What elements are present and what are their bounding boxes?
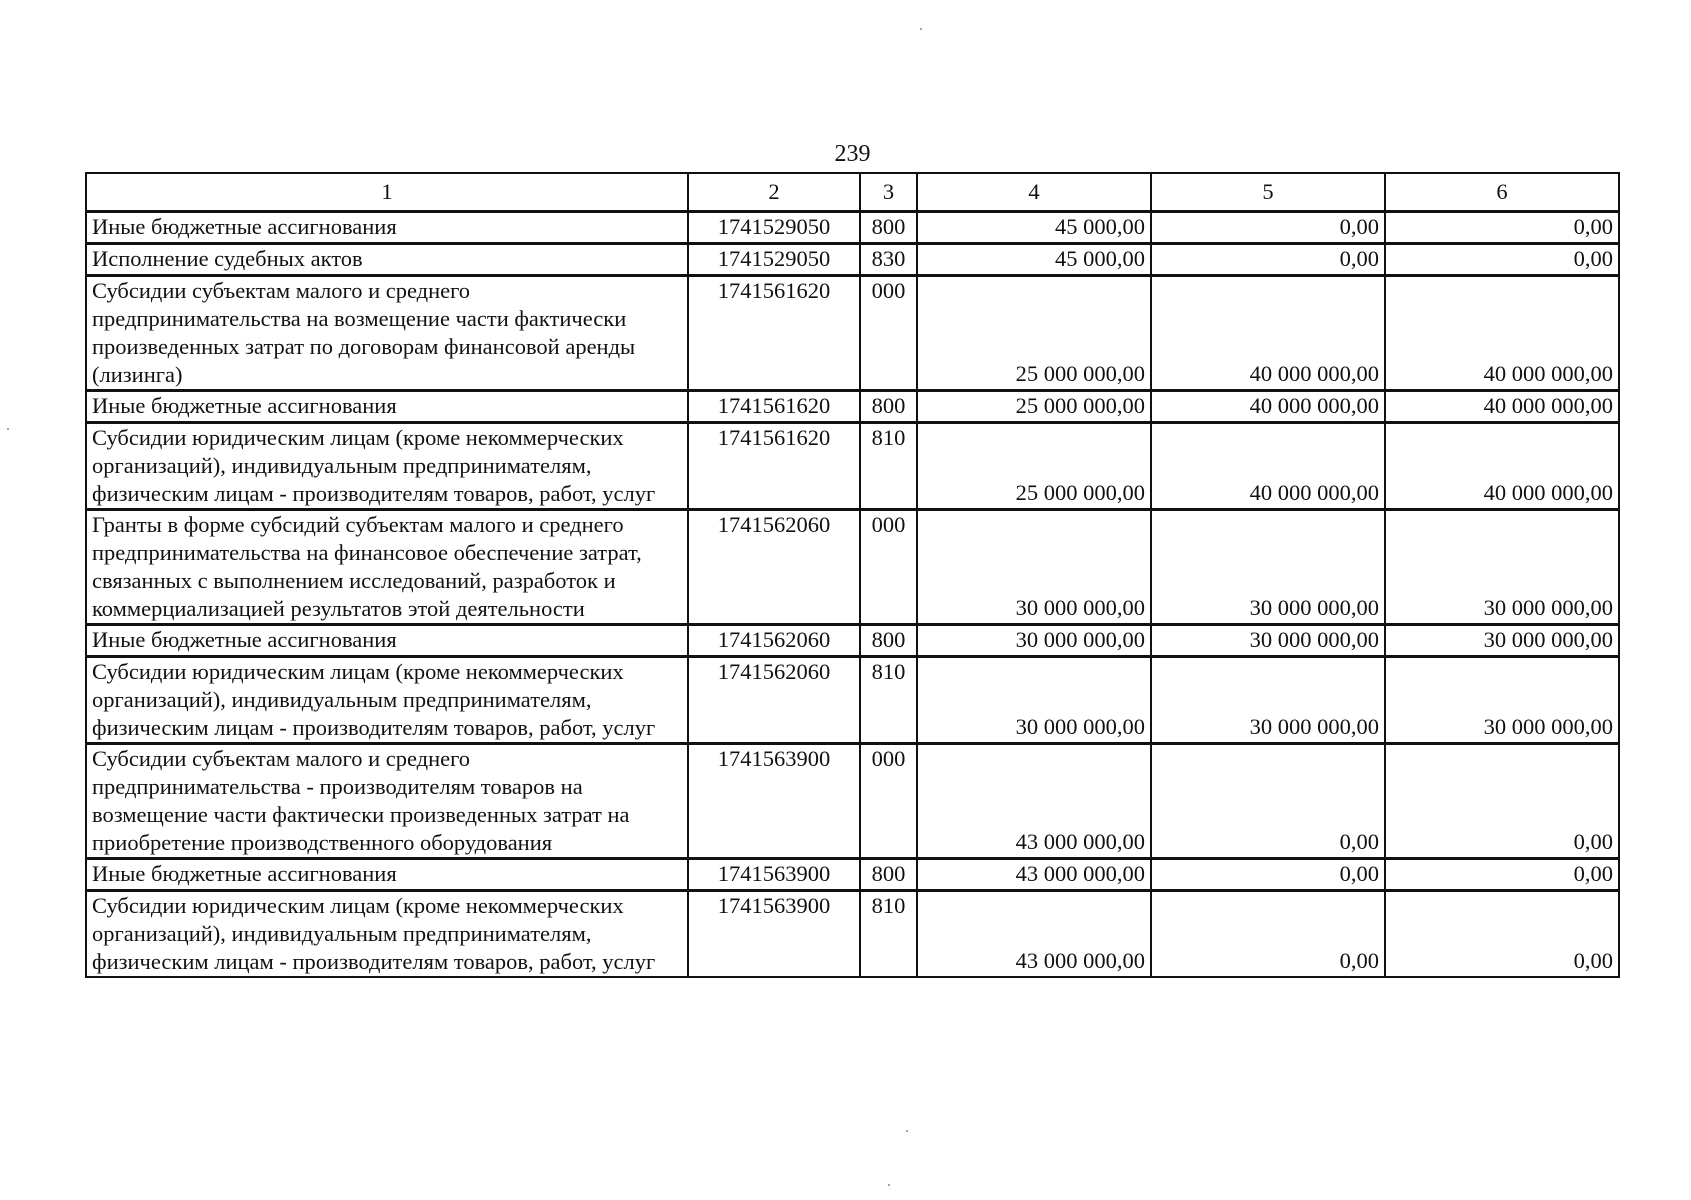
amount-col4-cell: 43 000 000,00	[917, 744, 1151, 859]
scan-speck	[888, 1184, 890, 1186]
target-article-cell: 1741561620	[688, 423, 860, 510]
row-name-cell: Иные бюджетные ассигнования	[86, 625, 688, 657]
amount-col6-cell: 0,00	[1385, 244, 1619, 276]
table-row	[86, 423, 1619, 510]
amount-col6-cell: 0,00	[1385, 212, 1619, 244]
page-number: 239	[834, 141, 871, 167]
amount-col4-cell: 45 000,00	[917, 212, 1151, 244]
amount-col4-cell: 25 000 000,00	[917, 423, 1151, 510]
expense-type-cell: 810	[860, 423, 917, 510]
target-article-cell: 1741563900	[688, 891, 860, 978]
column-header: 1	[86, 173, 688, 212]
amount-col5-cell: 30 000 000,00	[1151, 625, 1385, 657]
amount-col5-cell: 30 000 000,00	[1151, 657, 1385, 744]
column-header: 3	[860, 173, 917, 212]
target-article-cell: 1741562060	[688, 625, 860, 657]
target-article-cell: 1741563900	[688, 859, 860, 891]
target-article-cell: 1741561620	[688, 391, 860, 423]
table-row	[86, 744, 1619, 859]
table-row	[86, 625, 1619, 657]
target-article-cell: 1741529050	[688, 212, 860, 244]
expense-type-cell: 810	[860, 891, 917, 978]
amount-col6-cell: 40 000 000,00	[1385, 391, 1619, 423]
amount-col5-cell: 0,00	[1151, 212, 1385, 244]
amount-col5-cell: 40 000 000,00	[1151, 391, 1385, 423]
amount-col5-cell: 40 000 000,00	[1151, 423, 1385, 510]
amount-col6-cell: 40 000 000,00	[1385, 276, 1619, 391]
row-name-cell: Иные бюджетные ассигнования	[86, 391, 688, 423]
expense-type-cell: 000	[860, 510, 917, 625]
amount-col4-cell: 25 000 000,00	[917, 276, 1151, 391]
table-header-row	[86, 173, 1619, 212]
target-article-cell: 1741561620	[688, 276, 860, 391]
amount-col6-cell: 30 000 000,00	[1385, 625, 1619, 657]
table-row	[86, 391, 1619, 423]
expense-type-cell: 830	[860, 244, 917, 276]
amount-col4-cell: 30 000 000,00	[917, 657, 1151, 744]
amount-col6-cell: 0,00	[1385, 891, 1619, 978]
amount-col6-cell: 30 000 000,00	[1385, 510, 1619, 625]
expense-type-cell: 000	[860, 276, 917, 391]
amount-col4-cell: 25 000 000,00	[917, 391, 1151, 423]
expense-type-cell: 810	[860, 657, 917, 744]
amount-col4-cell: 43 000 000,00	[917, 891, 1151, 978]
table-row	[86, 212, 1619, 244]
amount-col4-cell: 30 000 000,00	[917, 625, 1151, 657]
row-name-cell: Субсидии юридическим лицам (кроме некоммерческих организаций), индивидуальным предпринимателям, физическим лицам - производителям товаров, работ, услуг	[86, 423, 688, 510]
expense-type-cell: 800	[860, 391, 917, 423]
column-header: 5	[1151, 173, 1385, 212]
table-row	[86, 244, 1619, 276]
row-name-cell: Исполнение судебных актов	[86, 244, 688, 276]
column-header: 2	[688, 173, 860, 212]
target-article-cell: 1741563900	[688, 744, 860, 859]
row-name-cell: Субсидии юридическим лицам (кроме некоммерческих организаций), индивидуальным предпринимателям, физическим лицам - производителям товаров, работ, услуг	[86, 891, 688, 978]
amount-col4-cell: 30 000 000,00	[917, 510, 1151, 625]
table-row	[86, 276, 1619, 391]
row-name-cell: Субсидии юридическим лицам (кроме некоммерческих организаций), индивидуальным предпринимателям, физическим лицам - производителям товаров, работ, услуг	[86, 657, 688, 744]
row-name-cell: Иные бюджетные ассигнования	[86, 212, 688, 244]
expense-type-cell: 000	[860, 744, 917, 859]
column-header: 6	[1385, 173, 1619, 212]
amount-col6-cell: 0,00	[1385, 744, 1619, 859]
amount-col5-cell: 0,00	[1151, 744, 1385, 859]
amount-col6-cell: 40 000 000,00	[1385, 423, 1619, 510]
amount-col4-cell: 43 000 000,00	[917, 859, 1151, 891]
amount-col5-cell: 0,00	[1151, 891, 1385, 978]
amount-col5-cell: 40 000 000,00	[1151, 276, 1385, 391]
column-header: 4	[917, 173, 1151, 212]
row-name-cell: Субсидии субъектам малого и среднего предпринимательства на возмещение части фактически произведенных затрат по договорам финансовой аренды (лизинга)	[86, 276, 688, 391]
scan-speck	[920, 28, 922, 30]
target-article-cell: 1741562060	[688, 657, 860, 744]
amount-col6-cell: 30 000 000,00	[1385, 657, 1619, 744]
target-article-cell: 1741529050	[688, 244, 860, 276]
row-name-cell: Гранты в форме субсидий субъектам малого и среднего предпринимательства на финансовое обеспечение затрат, связанных с выполнением исследований, разработок и коммерциализацией результатов этой деятельности	[86, 510, 688, 625]
budget-table	[85, 172, 1620, 978]
amount-col5-cell: 0,00	[1151, 859, 1385, 891]
scan-speck	[906, 1130, 908, 1132]
target-article-cell: 1741562060	[688, 510, 860, 625]
expense-type-cell: 800	[860, 625, 917, 657]
table-row	[86, 891, 1619, 978]
expense-type-cell: 800	[860, 212, 917, 244]
row-name-cell: Субсидии субъектам малого и среднего предпринимательства - производителям товаров на возмещение части фактически произведенных затрат на приобретение производственного оборудования	[86, 744, 688, 859]
table-row	[86, 657, 1619, 744]
amount-col5-cell: 30 000 000,00	[1151, 510, 1385, 625]
scan-speck	[7, 428, 9, 430]
amount-col6-cell: 0,00	[1385, 859, 1619, 891]
expense-type-cell: 800	[860, 859, 917, 891]
amount-col5-cell: 0,00	[1151, 244, 1385, 276]
table-row	[86, 510, 1619, 625]
table-row	[86, 859, 1619, 891]
amount-col4-cell: 45 000,00	[917, 244, 1151, 276]
row-name-cell: Иные бюджетные ассигнования	[86, 859, 688, 891]
